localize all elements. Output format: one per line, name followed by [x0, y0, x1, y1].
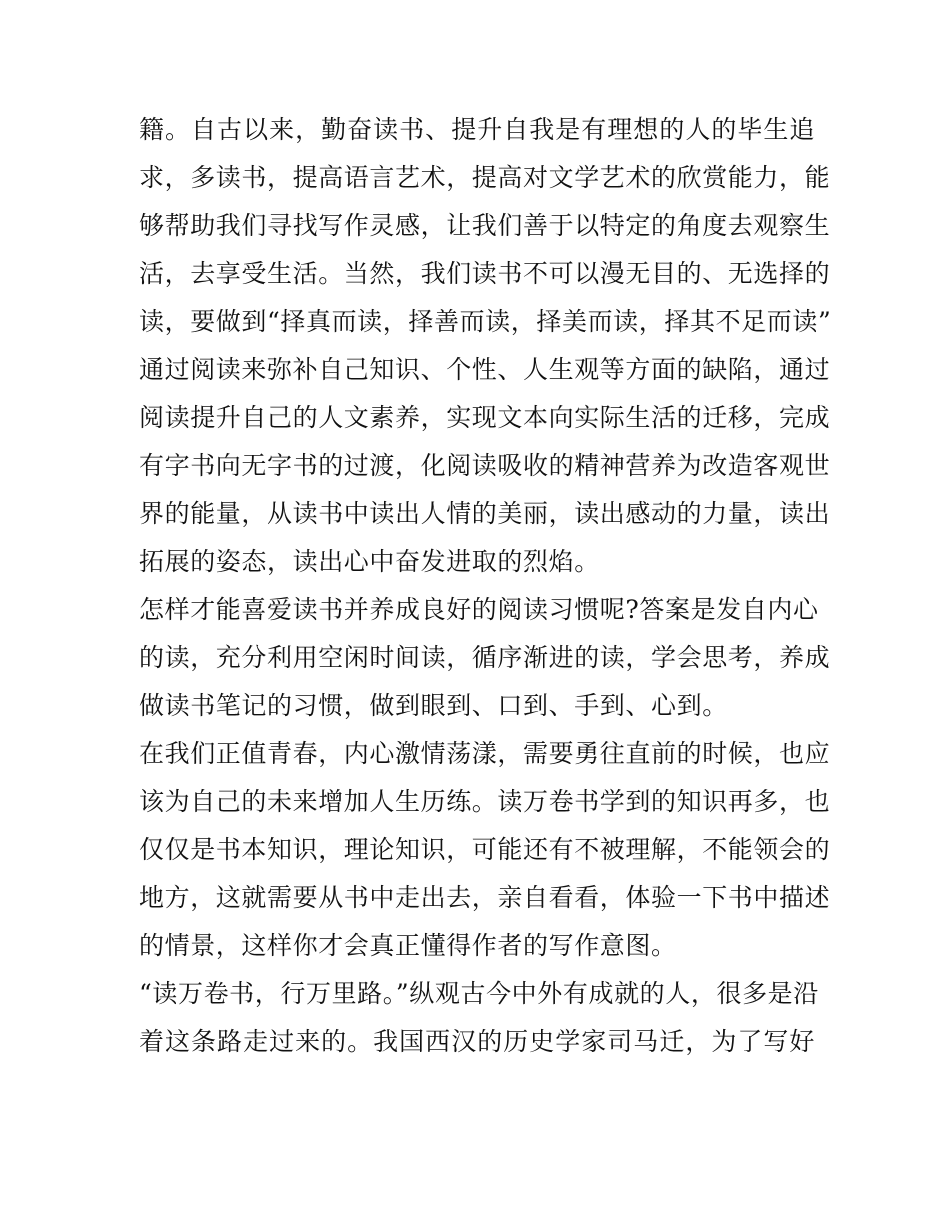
paragraph-3: [139, 730, 831, 970]
text-line: 阅读提升自己的人文素养，实现文本向实际生活的迁移，完成: [139, 403, 831, 432]
text-line: 拓展的姿态，读出心中奋发进取的烈焰。: [139, 547, 600, 576]
text-line: 有字书向无字书的过渡，化阅读吸收的精神营养为改造客观世: [139, 451, 831, 480]
paragraph-1: [139, 106, 832, 586]
text-line: 籍。自古以来，勤奋读书、提升自我是有理想的人的毕生追: [139, 115, 815, 144]
text-line: 地方，这就需要从书中走出去，亲自看看，体验一下书中描述: [139, 883, 831, 912]
text-line: 仅仅是书本知识，理论知识，可能还有不被理解，不能领会的: [139, 835, 831, 864]
paragraph-4: [139, 970, 819, 1066]
text-line: 读，要做到“择真而读，择善而读，择美而读，择其不足而读”: [139, 307, 832, 336]
text-line: 通过阅读来弥补自己知识、个性、人生观等方面的缺陷，通过: [139, 355, 831, 384]
text-line: 怎样才能喜爱读书并养成良好的阅读习惯呢?答案是发自内心: [139, 595, 819, 624]
text-line: 活，去享受生活。当然，我们读书不可以漫无目的、无选择的: [139, 259, 831, 288]
text-line: 着这条路走过来的。我国西汉的历史学家司马迁，为了写好: [139, 1027, 815, 1056]
text-line: 够帮助我们寻找写作灵感，让我们善于以特定的角度去观察生: [139, 211, 831, 240]
text-line: 的情景，这样你才会真正懂得作者的写作意图。: [139, 931, 677, 960]
text-line: 求，多读书，提高语言艺术，提高对文学艺术的欣赏能力，能: [139, 163, 831, 192]
text-line: 的读，充分利用空闲时间读，循序渐进的读，学会思考，养成: [139, 643, 831, 672]
text-line: 做读书笔记的习惯，做到眼到、口到、手到、心到。: [139, 691, 728, 720]
body-text: [139, 106, 832, 1066]
text-line: 界的能量，从读书中读出人情的美丽，读出感动的力量，读出: [139, 499, 831, 528]
text-line: “读万卷书，行万里路。”纵观古今中外有成就的人，很多是沿: [139, 979, 819, 1008]
paragraph-2: [139, 586, 831, 730]
text-line: 该为自己的未来增加人生历练。读万卷书学到的知识再多，也: [139, 787, 831, 816]
text-line: 在我们正值青春，内心激情荡漾，需要勇往直前的时候，也应: [139, 739, 831, 768]
